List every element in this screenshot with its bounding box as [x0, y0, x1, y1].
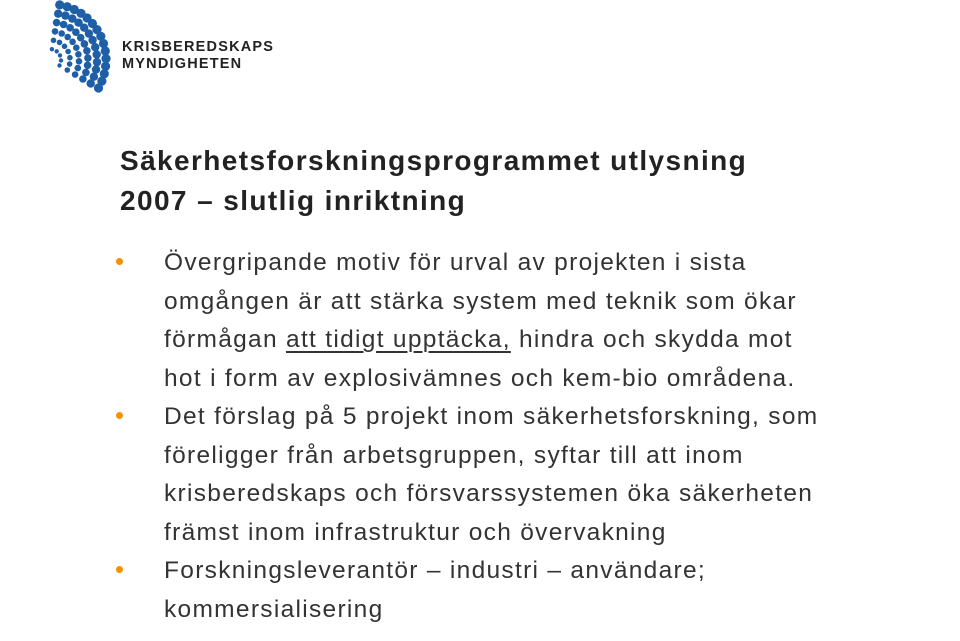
bullet-text-line: omgången är att stärka system med teknik som ökar: [164, 287, 797, 315]
bullet-list: [116, 244, 960, 629]
logo-dot: [87, 79, 95, 87]
logo-line2: MYNDIGHETEN: [122, 56, 243, 72]
bullet-dot-icon: [116, 258, 123, 265]
logo-dot: [51, 38, 57, 44]
title-line2: 2007 – slutlig inriktning: [120, 185, 467, 216]
bullet-text-line: kommersialisering: [164, 595, 384, 623]
bullet-text-line: främst inom infrastruktur och övervakning: [164, 518, 667, 546]
logo-dot: [81, 40, 89, 48]
logo-dot: [53, 19, 61, 27]
logo-dot: [59, 58, 63, 62]
logo-dot: [91, 43, 99, 51]
logo-dot: [55, 49, 59, 53]
logo-dot: [65, 67, 71, 73]
logo-dot: [75, 51, 82, 58]
bullet-text-line: krisberedskaps och försvarssystemen öka säkerheten: [164, 480, 814, 507]
bullet-dot-icon: [116, 412, 123, 419]
logo-dot: [79, 75, 87, 83]
logo-dot: [57, 63, 61, 67]
logo-dot: [52, 28, 59, 35]
bullet-dot-icon: [116, 566, 123, 573]
logo-dot: [62, 44, 68, 50]
logo-dot: [94, 83, 103, 92]
logo-dot: [64, 34, 71, 41]
logo-dot: [69, 39, 76, 46]
bullet-text-line: hot i form av explosivämnes och kem-bio områdena.: [164, 364, 796, 392]
logo-dot: [82, 69, 90, 77]
logo-dot: [67, 55, 73, 61]
logo-dot: [67, 61, 73, 67]
logo-dot: [93, 58, 101, 66]
logo: [0, 0, 300, 100]
logo-dot: [57, 40, 63, 46]
underlined-phrase: att tidigt upptäcka,: [286, 326, 511, 353]
logo-dot: [73, 44, 80, 51]
logo-dot: [84, 54, 92, 62]
bullet-text-line: Forskningsleverantör – industri – användare;: [164, 557, 707, 584]
bullet-text-line: Det förslag på 5 projekt inom säkerhetsforskning, som: [164, 403, 819, 430]
logo-line1: KRISBEREDSKAPS: [122, 39, 275, 55]
text-segment: förmågan: [164, 326, 287, 353]
logo-dot: [84, 62, 92, 70]
logo-dot: [93, 50, 101, 58]
logo-dot: [75, 65, 82, 72]
logo-dot: [72, 71, 79, 78]
logo-dot: [65, 49, 71, 55]
logo-dot: [92, 65, 100, 73]
bullet-text-line: Övergripande motiv för urval av projekten i sista: [164, 249, 747, 276]
title-line1: Säkerhetsforskningsprogrammet utlysning: [120, 145, 748, 176]
page-title: [120, 141, 940, 221]
bullet-item: [116, 398, 960, 552]
logo-dot: [58, 30, 65, 37]
bullet-text-line: [164, 321, 960, 360]
logo-dot: [50, 47, 54, 51]
logo-dot: [58, 53, 62, 57]
bullet-text-line: föreligger från arbetsgruppen, syftar till att inom: [164, 441, 744, 469]
bullet-item: [116, 552, 960, 629]
logo-dot: [83, 47, 91, 55]
logo-icon: [0, 0, 115, 100]
logo-dot: [76, 58, 83, 65]
bullet-item: [116, 244, 960, 398]
logo-dot: [54, 10, 62, 18]
logo-wordmark: [122, 39, 274, 73]
logo-dot: [60, 21, 68, 29]
text-segment: hindra och skydda mot: [510, 326, 793, 353]
